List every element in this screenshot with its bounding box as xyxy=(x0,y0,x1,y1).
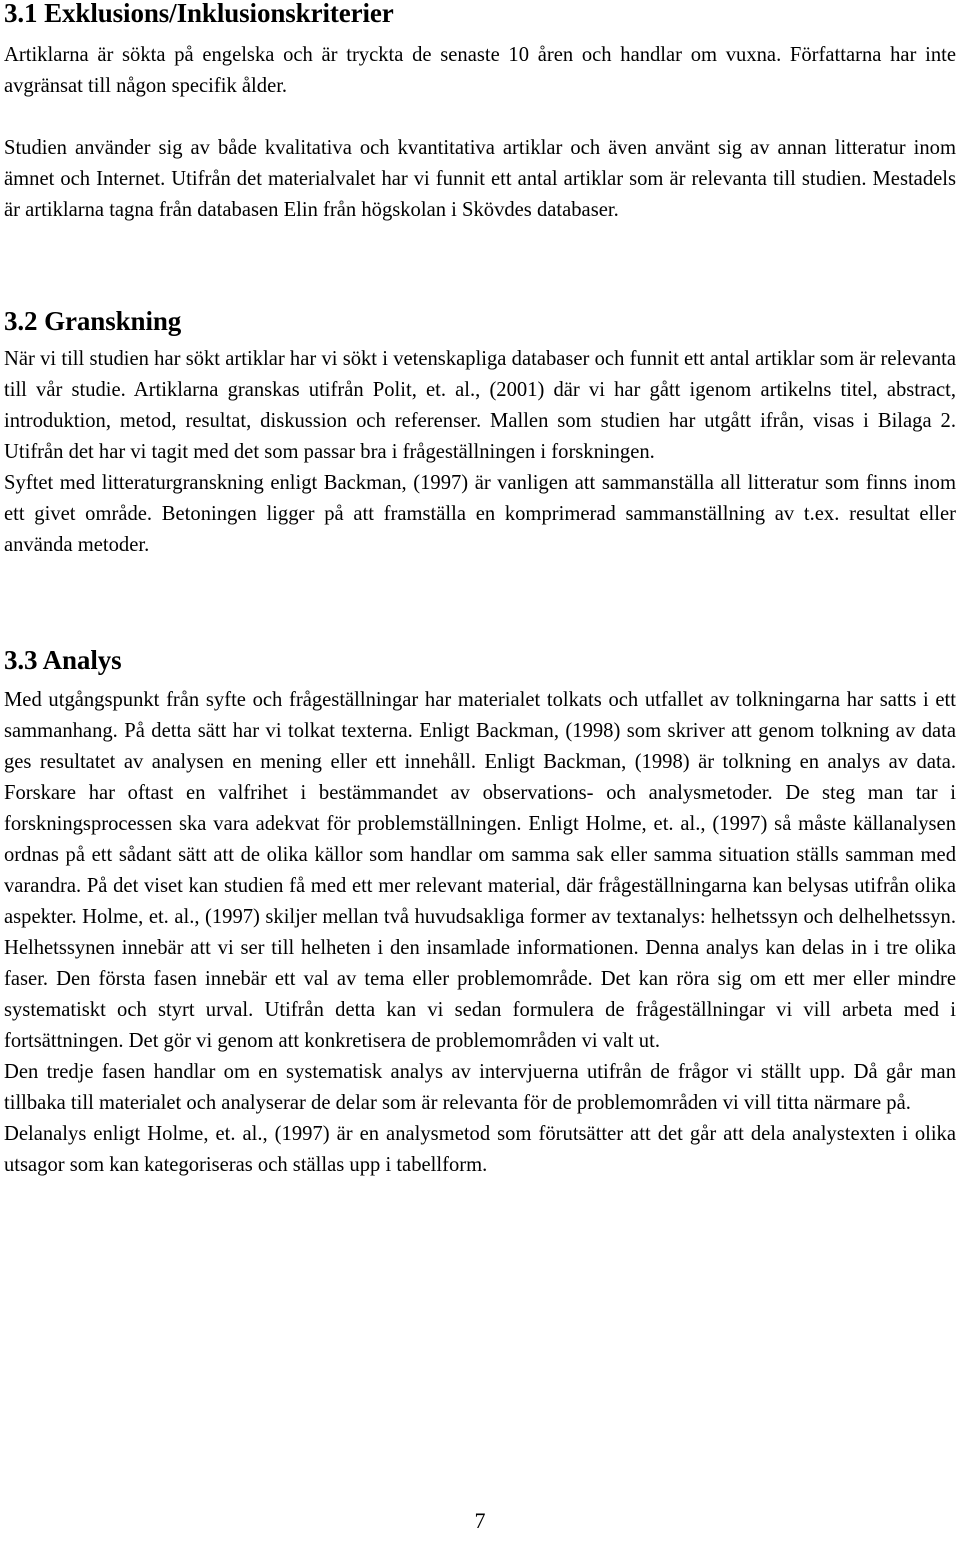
paragraph: När vi till studien har sökt artiklar har vi sökt i vetenskapliga databaser och funnit ett antal artiklar som är relevanta till vår studie. Artiklarna granskas utifrån Polit, et. al., (2001) där vi har gått igenom artikelns titel, abstract, introduktion, metod, resultat, diskussion och referenser. Mallen som studien har utgått ifrån, visas i Bilaga 2. Utifrån det har vi tagit med det som passar bra i frågeställningen i forskningen. xyxy=(4,348,956,463)
paragraph: Med utgångspunkt från syfte och frågeställningar har materialet tolkats och utfallet av tolkningarna har satts i ett sammanhang. På detta sätt har vi tolkat texterna. Enligt Backman, (1998) som skriver att genom tolkning av data ges resultatet av analysen en mening eller ett innehåll. Enligt Backman, (1998) är tolkning en analys av data. Forskare har oftast en valfrihet i bestämmandet av observations- och analysmetoder. De steg man tar i forskningsprocessen ska vara adekvat för problemställningen. Enligt Holme, et. al., (1997) så måste källanalysen ordnas på ett sådant sätt att de olika källor som handlar om samma sak eller samma situation ställs samman med varandra. På det viset kan studien få med ett mer relevant material, där frågeställningarna kan belysas utifrån olika aspekter. Holme, et. al., (1997) skiljer mellan två huvudsakliga former av textanalys: helhetssyn och delhelhetssyn. Helhetssynen innebär att vi ser till helheten i den insamlade informationen. Denna analys kan delas in i tre olika faser. Den första fasen innebär ett val av tema eller problemområde. Det kan röra sig om ett mer eller mindre systematiskt och styrt urval. Utifrån detta kan vi sedan formulera de frågeställningar vi vill arbeta med i fortsättningen. Det gör vi genom att konkretisera de problemområden vi valt ut. xyxy=(4,689,956,1052)
paragraph: Syftet med litteraturgranskning enligt Backman, (1997) är vanligen att sammanställa all litteratur som finns inom ett givet område. Betoningen ligger på att framställa en komprimerad sammanställning av t.ex. resultat eller använda metoder. xyxy=(4,472,956,556)
paragraph: Studien använder sig av både kvalitativa och kvantitativa artiklar och även använt sig av annan litteratur inom ämnet och Internet. Utifrån det materialvalet har vi funnit ett antal artiklar som är relevanta till studien. Mestadels är artiklarna tagna från databasen Elin från högskolan i Skövdes databaser. xyxy=(4,137,956,221)
paragraph-spacer xyxy=(4,102,956,133)
page-number: 7 xyxy=(474,1508,486,1533)
section-body-exclusion-inclusion xyxy=(4,40,956,226)
section-heading-analysis: 3.3 Analys xyxy=(4,645,122,675)
section-heading-exclusion-inclusion: 3.1 Exklusions/Inklusionskriterier xyxy=(4,0,394,28)
paragraph: Den tredje fasen handlar om en systematisk analys av intervjuerna utifrån de frågor vi ställt upp. Då går man tillbaka till materialet och analyserar de delar som är relevanta för de problemområden vi vill titta närmare på. xyxy=(4,1061,956,1114)
paragraph: Delanalys enligt Holme, et. al., (1997) är en analysmetod som förutsätter att det går att dela analystexten i olika utsagor som kan kategoriseras och ställas upp i tabellform. xyxy=(4,1123,956,1176)
section-heading-review: 3.2 Granskning xyxy=(4,306,182,336)
paragraph: Artiklarna är sökta på engelska och är tryckta de senaste 10 åren och handlar om vuxna. Författarna har inte avgränsat till någon specifik ålder. xyxy=(4,44,956,97)
section-body-review xyxy=(4,344,956,561)
section-body-analysis xyxy=(4,685,956,1181)
